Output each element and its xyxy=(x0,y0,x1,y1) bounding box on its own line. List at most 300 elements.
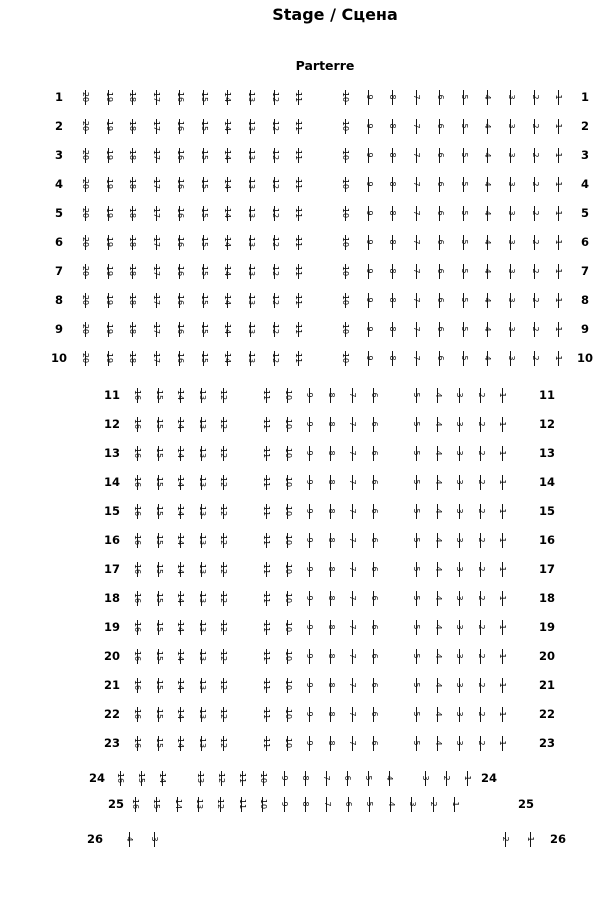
seat-number: 5 xyxy=(412,392,421,398)
seat-number: 3 xyxy=(506,152,516,158)
seat-number: 4 xyxy=(125,836,134,842)
seat-number: 5 xyxy=(364,775,373,781)
seat-number: 9 xyxy=(305,711,314,717)
seat-number: 9 xyxy=(305,508,314,514)
seat-number: 6 xyxy=(344,801,353,807)
seat-number: 18 xyxy=(128,207,138,219)
row-label-right-8: 8 xyxy=(580,293,590,307)
seat-number: 10 xyxy=(259,772,268,784)
row-label-right-16: 16 xyxy=(538,533,556,547)
seat-number: 8 xyxy=(388,355,398,361)
seat-number: 3 xyxy=(455,566,464,572)
seat-number: 6 xyxy=(369,682,379,688)
seat-number: 16 xyxy=(175,265,185,277)
seat-number: 15 xyxy=(199,178,209,190)
row-label-right-11: 11 xyxy=(538,388,556,402)
seat-number: 12 xyxy=(216,798,226,810)
seat-number: 14 xyxy=(176,505,185,517)
seat-number: 17 xyxy=(152,207,162,219)
seat-number: 11 xyxy=(294,236,304,248)
seat-number: 17 xyxy=(152,178,162,190)
seat-number: 12 xyxy=(219,476,228,488)
seat-number: 16 xyxy=(175,294,185,306)
seat-number: 11 xyxy=(262,534,271,546)
seat-number: 15 xyxy=(154,447,164,459)
seat-number: 14 xyxy=(176,621,185,633)
seat-number: 6 xyxy=(369,624,379,630)
seat-number: 3 xyxy=(506,268,516,274)
seat-number: 11 xyxy=(294,91,304,103)
seat-number: 5 xyxy=(412,653,421,659)
seat-number: 1 xyxy=(498,653,507,659)
seat-number: 12 xyxy=(219,534,228,546)
row-label-left-4: 4 xyxy=(54,177,64,191)
seat-number: 15 xyxy=(154,389,164,401)
seat-number: 9 xyxy=(280,801,290,807)
seat-number: 19 xyxy=(104,120,114,132)
seat-number: 10 xyxy=(283,650,293,662)
seat-number: 6 xyxy=(369,595,379,601)
seat-number: 10 xyxy=(283,621,293,633)
seat-number: 16 xyxy=(133,505,142,517)
seat-number: 1 xyxy=(498,450,507,456)
row-label-right-7: 7 xyxy=(580,264,590,278)
seat-number: 4 xyxy=(433,508,443,514)
seat-number: 13 xyxy=(197,505,207,517)
seat-number: 1 xyxy=(498,392,507,398)
seat-number: 13 xyxy=(197,534,207,546)
seat-number: 14 xyxy=(173,798,183,810)
seat-number: 8 xyxy=(388,210,398,216)
seat-number: 8 xyxy=(326,566,336,572)
seat-number: 15 xyxy=(137,772,146,784)
seat-number: 1 xyxy=(554,297,564,303)
seat-number: 16 xyxy=(175,178,185,190)
seat-number: 4 xyxy=(483,181,493,187)
seat-number: 4 xyxy=(433,479,443,485)
seat-number: 9 xyxy=(280,775,289,781)
seat-number: 6 xyxy=(369,392,379,398)
seat-number: 10 xyxy=(341,207,350,219)
seat-number: 20 xyxy=(81,294,90,306)
seat-number: 9 xyxy=(305,566,314,572)
seat-number: 2 xyxy=(476,711,486,717)
seat-number: 10 xyxy=(341,120,350,132)
seat-number: 4 xyxy=(433,740,443,746)
seat-number: 14 xyxy=(176,708,185,720)
seat-number: 8 xyxy=(326,479,336,485)
row-label-right-18: 18 xyxy=(538,591,556,605)
seat-number: 8 xyxy=(326,421,336,427)
seat-number: 8 xyxy=(326,653,336,659)
seat-number: 5 xyxy=(459,123,469,129)
seat-number: 2 xyxy=(530,297,540,303)
seat-number: 13 xyxy=(246,323,256,335)
seat-number: 16 xyxy=(133,447,142,459)
seat-number: 3 xyxy=(455,624,464,630)
seat-number: 6 xyxy=(435,355,445,361)
seat-number: 4 xyxy=(433,653,443,659)
seat-number: 5 xyxy=(412,537,421,543)
row-label-left-14: 14 xyxy=(103,475,121,489)
seat-number: 3 xyxy=(455,595,464,601)
seat-number: 2 xyxy=(530,268,540,274)
seat-number: 13 xyxy=(197,708,207,720)
seat-number: 13 xyxy=(197,679,207,691)
seat-number: 7 xyxy=(412,94,422,100)
seat-number: 12 xyxy=(219,679,228,691)
seat-number: 3 xyxy=(455,537,464,543)
seat-number: 7 xyxy=(412,210,422,216)
seat-number: 12 xyxy=(217,772,226,784)
seat-number: 4 xyxy=(433,537,443,543)
seat-number: 9 xyxy=(364,181,374,187)
seat-number: 13 xyxy=(246,207,256,219)
seat-number: 12 xyxy=(219,505,228,517)
seat-number: 12 xyxy=(270,120,280,132)
seat-number: 4 xyxy=(386,801,396,807)
seat-number: 6 xyxy=(435,268,445,274)
seat-number: 12 xyxy=(219,737,228,749)
seat-number: 3 xyxy=(455,392,464,398)
seat-number: 13 xyxy=(194,798,204,810)
seat-number: 19 xyxy=(104,207,114,219)
seat-number: 3 xyxy=(421,775,430,781)
seat-number: 19 xyxy=(104,149,114,161)
seat-number: 15 xyxy=(199,323,209,335)
seat-number: 2 xyxy=(501,836,510,842)
seat-number: 9 xyxy=(305,450,314,456)
seat-number: 1 xyxy=(498,595,507,601)
seat-number: 9 xyxy=(305,479,314,485)
seat-number: 20 xyxy=(81,91,90,103)
seat-number: 8 xyxy=(388,152,398,158)
seat-number: 1 xyxy=(498,740,507,746)
seat-number: 14 xyxy=(223,352,233,364)
seat-number: 8 xyxy=(326,508,336,514)
seat-number: 4 xyxy=(433,595,443,601)
seat-number: 14 xyxy=(176,418,185,430)
seat-number: 3 xyxy=(455,740,464,746)
seat-number: 15 xyxy=(199,352,209,364)
seat-number: 16 xyxy=(175,236,185,248)
seat-number: 7 xyxy=(412,326,422,332)
seat-number: 13 xyxy=(197,418,207,430)
seat-number: 1 xyxy=(554,94,564,100)
row-label-left-6: 6 xyxy=(54,235,64,249)
seat-number: 10 xyxy=(341,294,350,306)
seat-number: 1 xyxy=(526,836,535,842)
seat-number: 12 xyxy=(270,178,280,190)
seat-number: 11 xyxy=(262,679,271,691)
seat-number: 2 xyxy=(476,566,486,572)
seat-number: 13 xyxy=(197,621,207,633)
seat-number: 7 xyxy=(348,537,357,543)
seat-number: 9 xyxy=(364,123,374,129)
seat-number: 7 xyxy=(322,775,331,781)
seat-number: 9 xyxy=(364,297,374,303)
seat-number: 14 xyxy=(176,534,185,546)
seat-number: 16 xyxy=(175,352,185,364)
row-label-left-20: 20 xyxy=(103,649,121,663)
seat-number: 11 xyxy=(238,772,247,784)
seat-number: 16 xyxy=(175,120,185,132)
row-label-right-6: 6 xyxy=(580,235,590,249)
seat-number: 1 xyxy=(554,210,564,216)
seat-number: 2 xyxy=(442,775,451,781)
seat-number: 10 xyxy=(283,447,293,459)
seat-number: 14 xyxy=(176,592,185,604)
seat-number: 5 xyxy=(365,801,375,807)
seat-number: 1 xyxy=(498,479,507,485)
seat-number: 7 xyxy=(348,595,357,601)
row-label-right-22: 22 xyxy=(538,707,556,721)
seat-number: 12 xyxy=(219,621,228,633)
row-label-left-5: 5 xyxy=(54,206,64,220)
seat-number: 18 xyxy=(128,236,138,248)
seat-number: 15 xyxy=(154,679,164,691)
seat-number: 17 xyxy=(152,323,162,335)
seat-number: 11 xyxy=(262,389,271,401)
seat-number: 9 xyxy=(305,392,314,398)
seat-number: 6 xyxy=(369,653,379,659)
row-label-right-12: 12 xyxy=(538,417,556,431)
row-label-left-21: 21 xyxy=(103,678,121,692)
seat-number: 8 xyxy=(326,740,336,746)
seat-number: 9 xyxy=(305,653,314,659)
seat-number: 11 xyxy=(294,294,304,306)
seat-number: 12 xyxy=(270,236,280,248)
seat-number: 3 xyxy=(506,297,516,303)
seat-number: 7 xyxy=(348,711,357,717)
seat-number: 20 xyxy=(81,323,90,335)
seat-number: 18 xyxy=(128,91,138,103)
seat-number: 1 xyxy=(463,775,472,781)
seat-number: 14 xyxy=(176,447,185,459)
seat-number: 9 xyxy=(305,624,314,630)
seat-number: 13 xyxy=(246,265,256,277)
seat-number: 7 xyxy=(412,181,422,187)
seat-number: 7 xyxy=(348,508,357,514)
seat-number: 14 xyxy=(223,294,233,306)
seat-number: 4 xyxy=(483,268,493,274)
seat-number: 15 xyxy=(152,798,162,810)
seat-number: 2 xyxy=(530,239,540,245)
seat-number: 12 xyxy=(270,352,280,364)
seat-number: 9 xyxy=(364,268,374,274)
seat-number: 16 xyxy=(133,708,142,720)
seat-number: 1 xyxy=(450,801,460,807)
seat-number: 11 xyxy=(262,621,271,633)
seat-number: 4 xyxy=(483,355,493,361)
seat-number: 20 xyxy=(81,236,90,248)
section-title: Parterre xyxy=(295,58,355,73)
seat-number: 12 xyxy=(270,149,280,161)
seat-number: 4 xyxy=(433,566,443,572)
seat-number: 2 xyxy=(530,152,540,158)
seat-number: 20 xyxy=(81,149,90,161)
seat-number: 4 xyxy=(433,450,443,456)
row-label-right-25: 25 xyxy=(517,797,535,811)
seat-number: 11 xyxy=(294,352,304,364)
seat-number: 8 xyxy=(326,624,336,630)
seat-number: 1 xyxy=(498,566,507,572)
row-label-left-15: 15 xyxy=(103,504,121,518)
seat-number: 1 xyxy=(498,421,507,427)
seat-number: 5 xyxy=(459,94,469,100)
seat-number: 11 xyxy=(294,323,304,335)
seat-number: 12 xyxy=(270,294,280,306)
seat-number: 5 xyxy=(412,450,421,456)
row-label-right-26: 26 xyxy=(549,832,567,846)
seat-number: 17 xyxy=(152,149,162,161)
seat-number: 19 xyxy=(104,352,114,364)
seat-number: 2 xyxy=(476,450,486,456)
row-label-left-9: 9 xyxy=(54,322,64,336)
seat-number: 13 xyxy=(246,294,256,306)
seat-number: 6 xyxy=(369,537,379,543)
seat-number: 17 xyxy=(152,352,162,364)
row-label-left-26: 26 xyxy=(86,832,104,846)
seat-number: 10 xyxy=(283,534,293,546)
seat-number: 20 xyxy=(81,178,90,190)
seat-number: 11 xyxy=(262,563,271,575)
seat-number: 8 xyxy=(326,711,336,717)
seat-number: 8 xyxy=(388,268,398,274)
seat-number: 15 xyxy=(154,418,164,430)
row-label-left-22: 22 xyxy=(103,707,121,721)
row-label-right-5: 5 xyxy=(580,206,590,220)
seat-number: 13 xyxy=(246,352,256,364)
seat-number: 13 xyxy=(197,737,207,749)
row-label-right-14: 14 xyxy=(538,475,556,489)
seat-number: 12 xyxy=(219,389,228,401)
seat-number: 7 xyxy=(412,123,422,129)
seat-number: 17 xyxy=(152,91,162,103)
row-label-left-7: 7 xyxy=(54,264,64,278)
seat-number: 1 xyxy=(498,682,507,688)
seat-number: 14 xyxy=(158,772,167,784)
seat-number: 3 xyxy=(455,711,464,717)
seat-number: 12 xyxy=(219,418,228,430)
seat-number: 2 xyxy=(530,210,540,216)
seat-number: 15 xyxy=(199,265,209,277)
seat-number: 4 xyxy=(483,123,493,129)
seat-number: 14 xyxy=(223,178,233,190)
seat-number: 13 xyxy=(246,91,256,103)
seat-number: 14 xyxy=(223,207,233,219)
seat-number: 11 xyxy=(262,592,271,604)
seat-number: 1 xyxy=(554,326,564,332)
seat-number: 1 xyxy=(498,624,507,630)
seat-number: 14 xyxy=(176,679,185,691)
seat-number: 18 xyxy=(128,294,138,306)
seat-number: 13 xyxy=(197,592,207,604)
seat-number: 14 xyxy=(223,265,233,277)
seat-number: 12 xyxy=(270,265,280,277)
seat-number: 4 xyxy=(483,239,493,245)
seat-number: 16 xyxy=(133,418,142,430)
seat-number: 7 xyxy=(348,740,357,746)
seat-number: 2 xyxy=(530,355,540,361)
seat-number: 12 xyxy=(270,91,280,103)
seat-number: 15 xyxy=(154,650,164,662)
row-label-left-1: 1 xyxy=(54,90,64,104)
seat-number: 10 xyxy=(283,563,293,575)
row-label-left-12: 12 xyxy=(103,417,121,431)
seat-number: 10 xyxy=(341,178,350,190)
seat-number: 11 xyxy=(262,418,271,430)
seat-number: 13 xyxy=(196,772,205,784)
seat-number: 10 xyxy=(283,679,293,691)
seat-number: 16 xyxy=(133,650,142,662)
seat-number: 11 xyxy=(294,178,304,190)
seat-number: 14 xyxy=(223,149,233,161)
seat-number: 10 xyxy=(341,149,350,161)
seat-number: 8 xyxy=(388,123,398,129)
row-label-right-3: 3 xyxy=(580,148,590,162)
seat-number: 6 xyxy=(369,450,379,456)
seat-number: 18 xyxy=(128,265,138,277)
seat-number: 9 xyxy=(305,421,314,427)
seat-number: 9 xyxy=(305,595,314,601)
seat-number: 7 xyxy=(412,268,422,274)
seat-number: 3 xyxy=(506,181,516,187)
seat-number: 7 xyxy=(348,392,357,398)
seat-number: 4 xyxy=(433,421,443,427)
row-label-right-17: 17 xyxy=(538,562,556,576)
seat-number: 15 xyxy=(154,592,164,604)
seat-number: 14 xyxy=(223,323,233,335)
seat-number: 19 xyxy=(104,91,114,103)
seat-number: 1 xyxy=(554,123,564,129)
seat-number: 5 xyxy=(412,566,421,572)
row-label-left-3: 3 xyxy=(54,148,64,162)
seat-number: 2 xyxy=(476,537,486,543)
seat-number: 17 xyxy=(152,120,162,132)
row-label-left-19: 19 xyxy=(103,620,121,634)
seat-number: 4 xyxy=(483,152,493,158)
seat-number: 1 xyxy=(554,181,564,187)
seat-number: 2 xyxy=(530,326,540,332)
seat-number: 6 xyxy=(369,566,379,572)
seat-number: 10 xyxy=(283,505,293,517)
seat-number: 2 xyxy=(476,479,486,485)
row-label-right-23: 23 xyxy=(538,736,556,750)
row-label-right-21: 21 xyxy=(538,678,556,692)
seat-number: 16 xyxy=(175,91,185,103)
seat-number: 11 xyxy=(294,207,304,219)
seat-number: 7 xyxy=(412,152,422,158)
seat-number: 8 xyxy=(326,595,336,601)
seat-number: 2 xyxy=(530,181,540,187)
seat-number: 15 xyxy=(199,207,209,219)
seat-number: 15 xyxy=(199,91,209,103)
seat-number: 5 xyxy=(459,210,469,216)
seat-number: 6 xyxy=(435,123,445,129)
seat-number: 13 xyxy=(246,178,256,190)
seat-number: 6 xyxy=(435,326,445,332)
seat-number: 3 xyxy=(506,94,516,100)
seat-number: 8 xyxy=(301,775,310,781)
seat-number: 14 xyxy=(176,737,185,749)
seat-number: 3 xyxy=(455,653,464,659)
row-label-right-9: 9 xyxy=(580,322,590,336)
seat-number: 19 xyxy=(104,178,114,190)
seat-number: 7 xyxy=(348,566,357,572)
seat-number: 16 xyxy=(133,389,142,401)
row-label-right-1: 1 xyxy=(580,90,590,104)
